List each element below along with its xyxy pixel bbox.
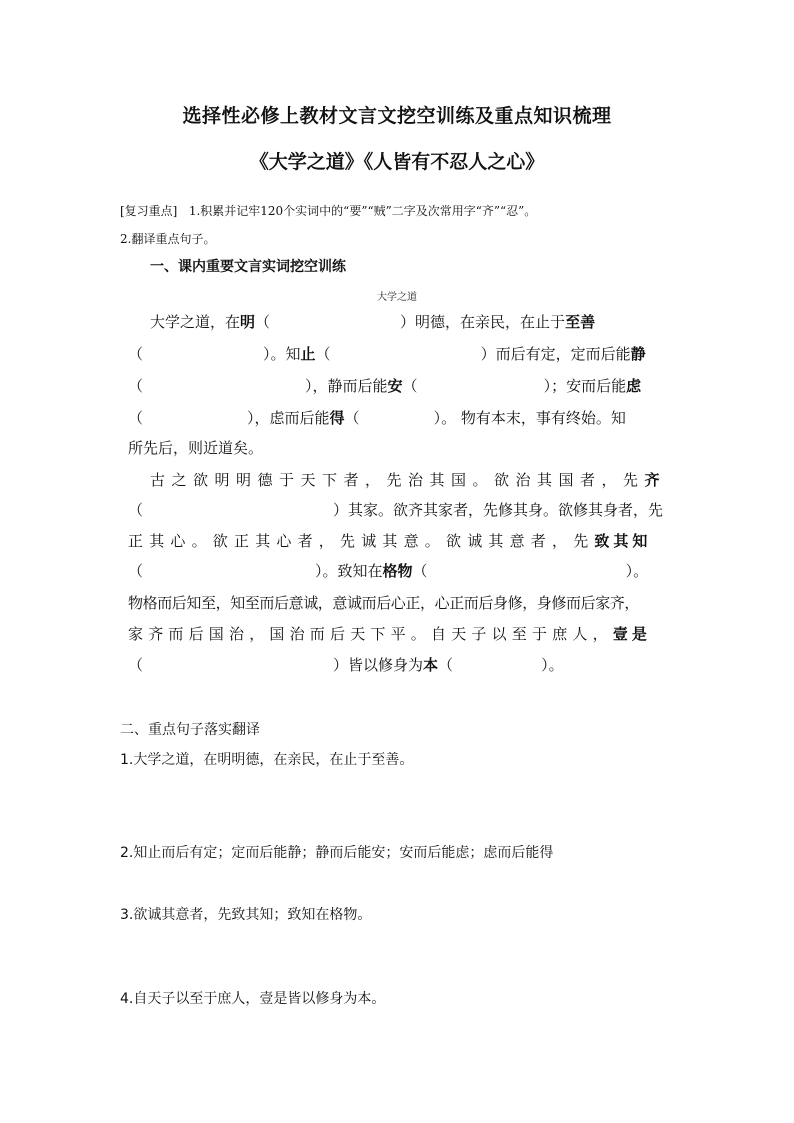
passage-text: ），静而后能 <box>305 377 388 395</box>
paren: （ <box>128 377 144 395</box>
document-subtitle: 《大学之道》《人皆有不忍人之心》 <box>249 151 545 173</box>
passage-line <box>128 588 674 618</box>
passage-text: ）而后有定，定而后能 <box>480 345 631 363</box>
passage-text: ）；安而后能 <box>543 377 627 395</box>
passage-line <box>128 465 674 495</box>
keyword: 齐 <box>644 471 660 489</box>
paren: （ <box>315 345 331 363</box>
translation-sentence: 4.自天子以至于庶人，壹是皆以修身为本。 <box>120 991 386 1007</box>
passage-line <box>128 650 674 680</box>
passage-text: ）。致知在 <box>315 562 383 580</box>
paren: （ <box>128 409 144 427</box>
paren: （ <box>344 409 360 427</box>
passage-text: 家齐而后国治，国治而后天下平。自天子以至于庶人， <box>128 625 613 643</box>
keyword: 致其知 <box>594 532 652 550</box>
passage-text: 正其心。欲正其心者，先诚其意。欲诚其意者，先 <box>128 532 595 550</box>
translation-sentence: 2.知止而后有定；定而后能静；静而后能安；安而后能虑；虑而后能得 <box>120 845 554 861</box>
passage-line <box>128 433 674 463</box>
passage-line <box>128 526 674 556</box>
passage-text: 古之欲明明德于天下者，先治其国。欲治其国者，先 <box>150 471 645 489</box>
keyword: 至善 <box>565 313 596 331</box>
paren: （ <box>412 562 428 580</box>
translation-sentence: 3.欲诚其意者，先致其知；致知在格物。 <box>120 907 372 923</box>
keyword: 止 <box>300 345 316 363</box>
passage-text: ）。 <box>541 656 564 674</box>
section2-heading: 二、重点句子落实翻译 <box>120 722 260 738</box>
keyword: 得 <box>329 409 345 427</box>
review-label: [复习重点] <box>120 204 178 218</box>
keyword: 本 <box>423 656 439 674</box>
paren: （ <box>255 313 271 331</box>
passage-line <box>128 307 674 337</box>
paren: （ <box>128 562 144 580</box>
translation-sentence: 1.大学之道，在明明德，在亲民，在止于至善。 <box>120 752 414 768</box>
passage-text: ）。知 <box>263 345 301 363</box>
passage-line <box>128 371 674 401</box>
passage-line <box>128 403 674 433</box>
keyword: 格物 <box>382 562 413 580</box>
paren: （ <box>402 377 418 395</box>
passage-line <box>128 556 674 586</box>
passage-text: ），虑而后能 <box>247 409 330 427</box>
passage-text: 大学之道，在 <box>150 313 241 331</box>
keyword: 明 <box>240 313 256 331</box>
keyword: 静 <box>630 345 646 363</box>
paren: （ <box>128 501 144 519</box>
keyword: 虑 <box>626 377 642 395</box>
passage-text: 所先后，则近道矣。 <box>128 439 264 457</box>
passage-text: ）皆以修身为 <box>333 656 424 674</box>
passage-line <box>128 495 674 525</box>
keyword: 安 <box>387 377 403 395</box>
passage-line <box>128 619 674 649</box>
passage-text: ）明德，在亲民，在止于 <box>400 313 566 331</box>
passage-line <box>128 339 674 369</box>
paren: （ <box>128 345 144 363</box>
passage-text: ）。 <box>625 562 649 580</box>
passage-text: ）其家。欲齐其家者，先修其身。欲修其身者，先 <box>333 501 664 519</box>
review-item-2: 2.翻译重点句子。 <box>120 232 216 246</box>
paren: （ <box>128 656 144 674</box>
passage-text: 物格而后知至，知至而后意诚，意诚而后心正，心正而后身修，身修而后家齐， <box>128 594 640 612</box>
review-points <box>120 202 536 219</box>
keyword: 壹是 <box>612 625 651 643</box>
review-item-1: 1.积累并记牢120个实词中的“要”“贼”二字及次常用字“齐”“忍”。 <box>188 204 537 218</box>
passage-text: ）。 物有本末，事有终始。知 <box>433 409 626 427</box>
section1-heading: 一、课内重要文言实词挖空训练 <box>150 259 346 275</box>
paren: （ <box>438 656 454 674</box>
passage-title: 大学之道 <box>377 292 417 303</box>
document-title: 选择性必修上教材文言文挖空训练及重点知识梳理 <box>182 105 612 127</box>
